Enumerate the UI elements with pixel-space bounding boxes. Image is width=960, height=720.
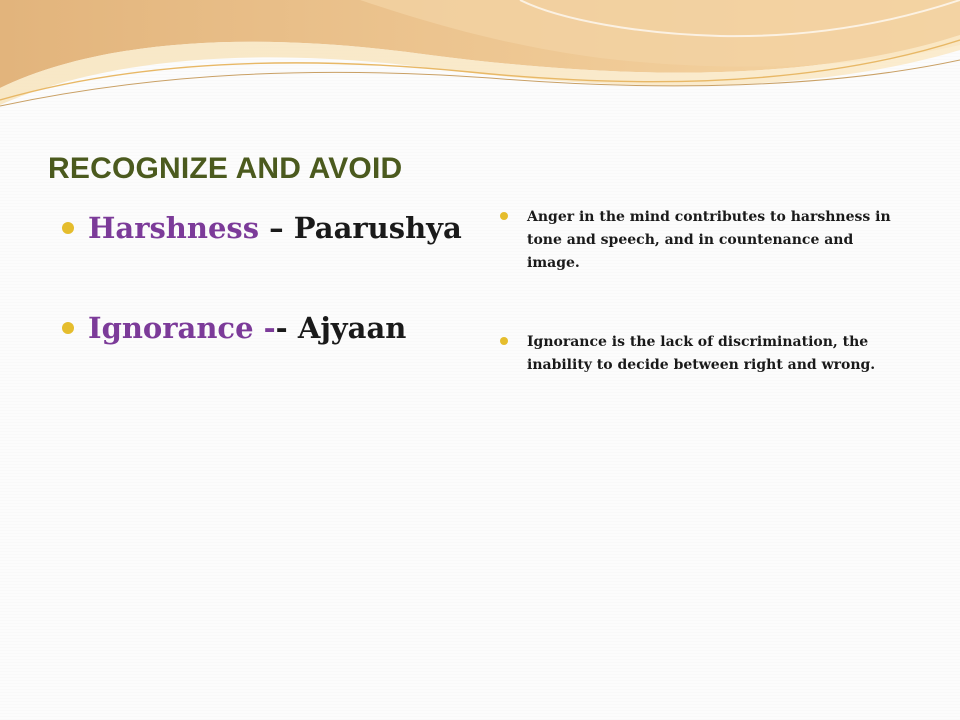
- main-bullet-list: [62, 203, 462, 353]
- term-translation-ajyaan: Ajyaan: [297, 311, 407, 345]
- header-swoosh-decoration: [0, 0, 960, 130]
- explanation-bullet-list: [500, 206, 900, 377]
- slide-title: RECOGNIZE AND AVOID: [48, 152, 403, 185]
- list-item: [62, 303, 462, 353]
- term-translation-paarushya: Paarushya: [293, 211, 462, 245]
- term-separator: –: [259, 211, 294, 245]
- explanation-anger: Anger in the mind contributes to harshness in tone and speech, and in countenance and image.: [500, 206, 900, 275]
- term-harshness: Harshness: [88, 211, 260, 245]
- term-ignorance: Ignorance -: [88, 311, 276, 345]
- list-item: [62, 203, 462, 253]
- term-separator: -: [275, 311, 298, 345]
- explanation-ignorance: Ignorance is the lack of discrimination, the inability to decide between right and wrong.: [500, 331, 900, 377]
